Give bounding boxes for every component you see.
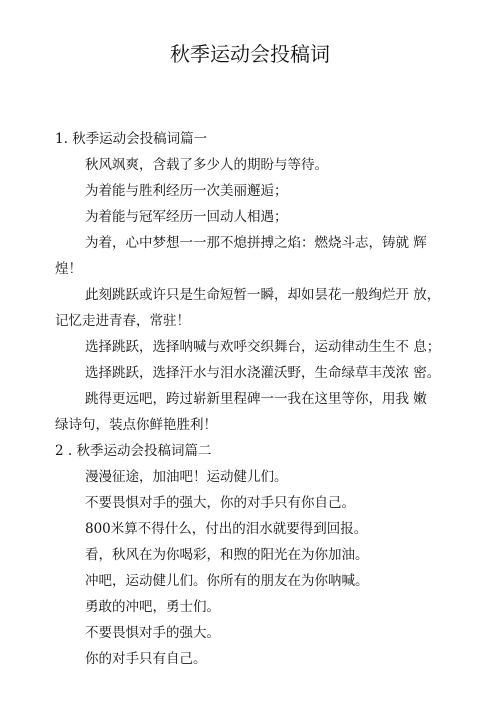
document-body: [55, 126, 455, 672]
paragraph-line: 看，秋风在为你喝彩，和煦的阳光在为你加油。: [85, 547, 369, 563]
paragraph-line: 不要畏惧对手的强大。: [85, 625, 220, 641]
paragraph-line: 此刻跳跃或许只是生命短暂一瞬，却如昙花一般绚烂开 放，: [85, 287, 441, 303]
section-heading-1: 1. 秋季运动会投稿词篇一: [55, 131, 208, 147]
section-heading-2: 2 . 秋季运动会投稿词篇二: [55, 443, 212, 459]
paragraph-continuation: 绿诗句，装点你鲜艳胜利！: [55, 417, 217, 433]
paragraph-line: 冲吧，运动健儿们。你所有的朋友在为你呐喊。: [85, 573, 369, 589]
paragraph-line: 不要畏惧对手的强大，你的对手只有你自己。: [85, 495, 355, 511]
paragraph-line: 为着，心中梦想一一那不熄拼搏之焰：燃烧斗志，铸就 辉: [85, 235, 427, 251]
paragraph-continuation: 记忆走进青春，常驻！: [55, 313, 190, 329]
paragraph-line: 秋风飒爽，含载了多少人的期盼与等待。: [85, 157, 328, 173]
paragraph-line: 800米算不得什么，付出的泪水就要得到回报。: [85, 521, 368, 537]
paragraph-line: 漫漫征途，加油吧！运动健儿们。: [85, 469, 288, 485]
paragraph-continuation: 煌！: [55, 261, 82, 277]
paragraph-line: 选择跳跃，选择汗水与泪水浇灌沃野，生命绿草丰茂浓 密。: [85, 365, 441, 381]
paragraph-line: 勇敢的冲吧，勇士们。: [85, 599, 220, 615]
document-title: 秋季运动会投稿词: [170, 42, 330, 66]
paragraph-line: 为着能与冠军经历一回动人相遇；: [85, 209, 288, 225]
paragraph-line: 选择跳跃，选择呐喊与欢呼交织舞台，运动律动生生不 息；: [85, 339, 441, 355]
paragraph-line: 你的对手只有自己。: [85, 651, 207, 667]
paragraph-line: 跳得更远吧，跨过崭新里程碑一一我在这里等你，用我 嫩: [85, 391, 427, 407]
paragraph-line: 为着能与胜利经历一次美丽邂逅；: [85, 183, 288, 199]
